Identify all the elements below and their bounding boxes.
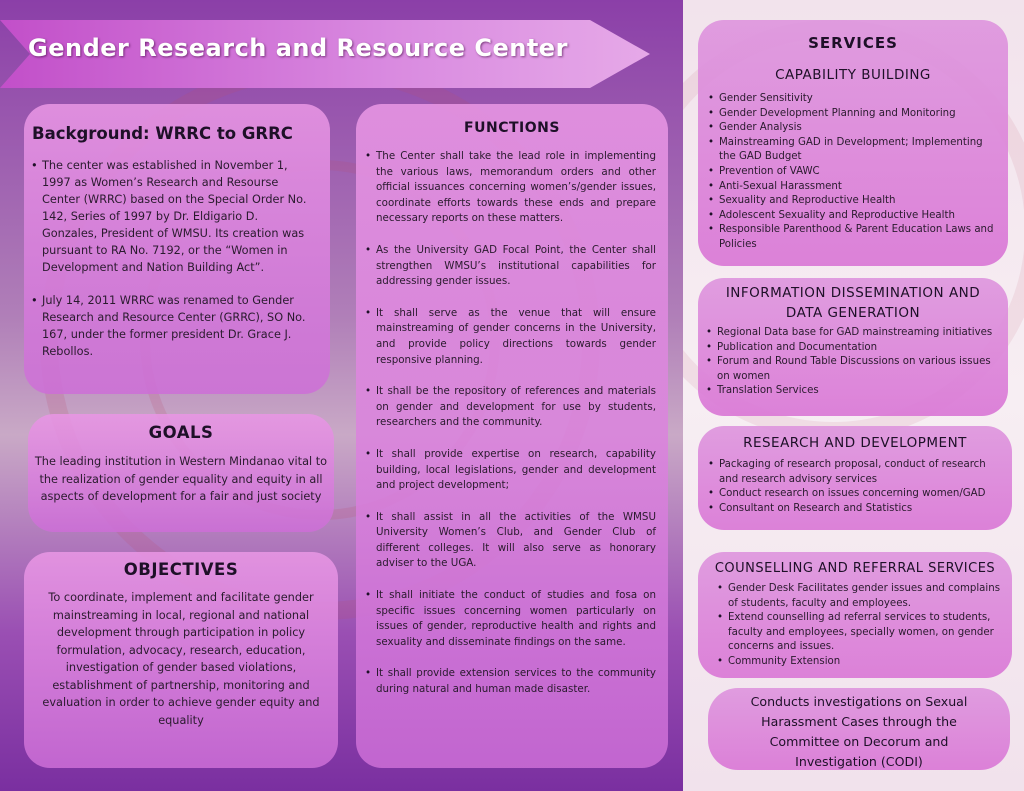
list-item: • Adolescent Sexuality and Reproductive Health <box>719 209 998 224</box>
list-item: • It shall provide extension services to the community during natural and human made disaster. <box>376 666 656 697</box>
objectives-text: To coordinate, implement and facilitate gender mainstreaming in local, regional and national development through participation in policy formulation, advocacy, research, education, investigation of gender based violations, establishment of partnership, monitoring and evaluation in order to achieve gender equity and equality <box>42 591 320 727</box>
functions-heading: FUNCTIONS <box>464 120 560 136</box>
list-item: • Mainstreaming GAD in Development; Implementing the GAD Budget <box>719 136 998 165</box>
list-item: • Extend counselling ad referral services to students, faculty and employees, specially women, on gender concerns and issues. <box>728 611 1006 655</box>
goals-text: The leading institution in Western Mindanao vital to the realization of gender equality and equity in all aspects of development for a fair and just society <box>34 455 328 503</box>
list-item: • July 14, 2011 WRRC was renamed to Gender Research and Resource Center (GRRC), SO No. 167, under the former president Dr. Grace J. Rebollos. <box>42 292 316 360</box>
list-item: • Consultant on Research and Statistics <box>719 502 1006 517</box>
list-item: • Gender Sensitivity <box>719 92 998 107</box>
list-item: • As the University GAD Focal Point, the Center shall strengthen WMSU’s institutional capabilities for addressing gender issues. <box>376 243 656 290</box>
codi-card <box>708 688 1010 770</box>
list-item: • Gender Development Planning and Monitoring <box>719 107 998 122</box>
list-item: • It shall provide expertise on research, capability building, local legislations, gender and development and project development; <box>376 447 656 494</box>
page-title: Gender Research and Resource Center <box>28 34 568 62</box>
research-development-list <box>719 458 1006 516</box>
counselling-referral-list <box>728 582 1006 670</box>
information-dissemination-heading: INFORMATION DISSEMINATION AND DATA GENERATION <box>725 285 981 321</box>
list-item: • The Center shall take the lead role in implementing the various laws, memorandum orders and other official issuances concerning women’s/gender issues, coordinate efforts towards these ends and prepare necessary reports on these matters. <box>376 149 656 227</box>
research-development-heading: RESEARCH AND DEVELOPMENT <box>743 435 967 451</box>
list-item: • It shall initiate the conduct of studies and fosa on specific issues concerning women particularly on issues of gender, reproductive health and rights and sexuality and disseminate findings on the same. <box>376 588 656 650</box>
list-item: • Translation Services <box>717 384 1000 399</box>
information-dissemination-list <box>717 326 1000 399</box>
capability-building-card <box>698 20 1008 266</box>
services-heading: SERVICES <box>808 34 898 52</box>
functions-list <box>376 149 656 698</box>
functions-card <box>356 104 668 768</box>
list-item: • Regional Data base for GAD mainstreaming initiatives <box>717 326 1000 341</box>
goals-card <box>28 414 334 532</box>
objectives-heading: OBJECTIVES <box>123 560 239 579</box>
list-item: • Gender Desk Facilitates gender issues and complains of students, faculty and employees. <box>728 582 1006 611</box>
list-item: • The center was established in November 1, 1997 as Women’s Research and Resourse Center (WRRC) based on the Special Order No. 142, Series of 1997 by Dr. Eldigario D. Gonzales, President of WMSU. Its creation was pursuant to RA No. 7192, or the “Women in Development and Nation Building Act”. <box>42 157 316 276</box>
list-item: • It shall be the repository of references and materials on gender and development for use by students, researchers and the community. <box>376 384 656 431</box>
list-item: • Community Extension <box>728 655 1006 670</box>
background-card <box>24 104 330 394</box>
codi-text: Conducts investigations on Sexual Harassment Cases through the Committee on Decorum and Investigation (CODI) <box>750 694 968 769</box>
list-item: • Sexuality and Reproductive Health <box>719 194 998 209</box>
background-heading: Background: WRRC to GRRC <box>32 124 293 143</box>
information-dissemination-card <box>698 278 1008 416</box>
objectives-card <box>24 552 338 768</box>
list-item: • Forum and Round Table Discussions on various issues on women <box>717 355 1000 384</box>
list-item: • Gender Analysis <box>719 121 998 136</box>
capability-building-heading: CAPABILITY BUILDING <box>775 67 931 83</box>
list-item: • Prevention of VAWC <box>719 165 998 180</box>
counselling-referral-card <box>698 552 1012 678</box>
background-list <box>42 157 316 360</box>
list-item: • Responsible Parenthood & Parent Education Laws and Policies <box>719 223 998 252</box>
counselling-referral-heading: COUNSELLING AND REFERRAL SERVICES <box>714 561 996 576</box>
goals-heading: GOALS <box>148 423 214 442</box>
research-development-card <box>698 426 1012 530</box>
list-item: • Packaging of research proposal, conduct of research and research advisory services <box>719 458 1006 487</box>
list-item: • Anti-Sexual Harassment <box>719 180 998 195</box>
list-item: • Publication and Documentation <box>717 341 1000 356</box>
list-item: • It shall assist in all the activities of the WMSU University Women’s Club, and Gender Club of different colleges. It will also serve as honorary adviser to the UGA. <box>376 510 656 572</box>
list-item: • Conduct research on issues concerning women/GAD <box>719 487 1006 502</box>
capability-building-list <box>719 92 998 253</box>
list-item: • It shall serve as the venue that will ensure mainstreaming of gender concerns in the University, and provide policy directions towards gender responsive planning. <box>376 306 656 368</box>
